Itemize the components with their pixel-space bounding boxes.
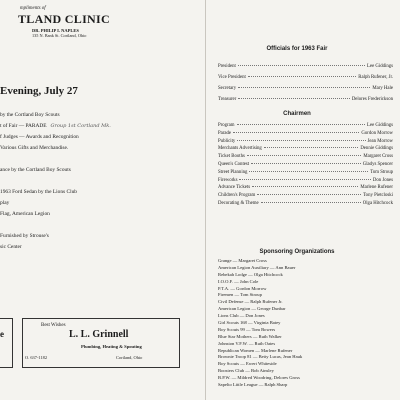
sponsor-entry: American Legion — George Dunbar [218, 306, 286, 312]
role-label: Merchants Advertising [218, 146, 262, 152]
role-label: Program [218, 123, 235, 128]
program-line [0, 209, 205, 220]
chairman-row [218, 200, 393, 208]
sponsoring-organizations-list [218, 258, 393, 389]
dot-leader [237, 124, 365, 125]
dot-leader [238, 87, 370, 88]
clinic-name: TLAND CLINIC [18, 12, 110, 26]
dot-leader [238, 98, 350, 99]
chairman-row [218, 192, 393, 200]
clinic-address: 135 N. Bank St. Cortland, Ohio [32, 33, 87, 38]
program-line [0, 154, 205, 165]
program-line-text: Flag, American Legion [0, 211, 50, 217]
program-line [0, 110, 205, 121]
ad-compliments: mpliments of [20, 6, 46, 11]
official-row [218, 61, 393, 72]
program-line-text: Various Gifts and Merchandise. [0, 145, 69, 151]
sponsor-entry: Rebekah Lodge — Olga Hitchcock [218, 271, 283, 277]
program-line [0, 176, 205, 187]
program-line-text: f Judges — Awards and Recognition [0, 134, 79, 140]
program-line-text: ance by the Cortland Boy Scouts [0, 167, 71, 173]
dot-leader [251, 163, 361, 164]
sponsor-entry: B.P.W. — Mildred Woodring, Delores Gross [218, 375, 300, 381]
dot-leader [233, 132, 359, 133]
chairman-row [218, 122, 393, 130]
sponsor-entry: Sapelto Little League — Ralph Sharp [218, 382, 288, 388]
program-line-text: play [0, 200, 10, 206]
person-name: Don Jones [372, 177, 393, 183]
program-line [0, 220, 205, 231]
partial-ad-box [0, 318, 13, 368]
program-line [0, 242, 205, 253]
sponsor-entry: P.T.A. — Gordon Morrow [218, 285, 267, 291]
right-page [206, 0, 400, 400]
advertiser-services: Plumbing, Heating & Spouting [81, 344, 142, 349]
person-name: Tom Stroup [370, 169, 393, 175]
person-name: Tony Pietcloski [363, 193, 393, 199]
program-line [0, 132, 205, 143]
person-name: Marlene Rufener [360, 185, 393, 191]
best-wishes: Best Wishes [41, 323, 66, 328]
sponsor-entry: Boy Scouts — Ewert Whiteside [218, 361, 277, 367]
sponsor-entry: Firemen — Tom Stroup [218, 292, 262, 298]
role-label: Publicity [218, 138, 236, 144]
role-label: Fireworks [218, 177, 238, 183]
advertiser-city: Cortland, Ohio [116, 355, 143, 360]
program-line [0, 121, 205, 132]
person-name: Lee Giddings [367, 64, 393, 69]
role-label: Secretary [218, 86, 237, 91]
grinnell-ad-box [22, 318, 180, 368]
role-label: Queen's Contest [218, 161, 250, 167]
evening-program [0, 110, 205, 253]
dot-leader [261, 202, 361, 203]
dot-leader [238, 65, 365, 66]
doctor-name: DR. PHILIP I. NAPLES [32, 28, 79, 33]
sponsor-entry: Grange — Margaret Cross [218, 258, 267, 263]
person-name: Mary Hale [372, 86, 393, 91]
officials-list [218, 61, 393, 105]
person-name: Olga Hitchcock [362, 200, 393, 206]
chairman-row [218, 145, 393, 153]
chairman-row [218, 130, 393, 138]
program-line-text: Furnished by Strouse's [0, 233, 49, 239]
role-label: Vice President [218, 75, 246, 80]
dot-leader [257, 194, 361, 195]
sponsor-entry: Brownie Troop 81 — Betty Lucas, Jean Hauk [218, 354, 303, 360]
chairman-row [218, 138, 393, 146]
handwritten-note: Group 1st Cortland Mk. [50, 123, 111, 129]
sponsor-entry: Johnston V.F.W. — Ruth Oates [218, 340, 276, 346]
program-line-text: 1963 Ford Sedan by the Lions Club [0, 189, 77, 195]
official-row [218, 83, 393, 94]
person-name: Ralph Rufener, Jr. [358, 75, 393, 80]
role-label: President [218, 64, 236, 69]
program-line [0, 187, 205, 198]
official-row [218, 72, 393, 83]
advertiser-name: L. L. Grinnell [69, 329, 129, 340]
dot-leader [248, 76, 356, 77]
role-label: Advance Tickets [218, 185, 251, 191]
person-name: Gladys Spencer [362, 161, 393, 167]
chairmen-list [218, 122, 393, 208]
role-label: Decorating & Theme [218, 200, 259, 206]
sponsoring-heading: Sponsoring Organizations [259, 249, 335, 255]
role-label: Children's Program [218, 193, 256, 199]
partial-ad-letter: e [0, 329, 4, 339]
program-line [0, 143, 205, 154]
sponsor-entry: Girl Scouts 168 — Virginia Batey [218, 320, 281, 326]
program-line [0, 165, 205, 176]
program-line [0, 231, 205, 242]
sponsor-entry: Blue Star Mothers — Ruth Walker [218, 333, 282, 339]
sponsor-entry: Boy Scouts 99 — Tom Bowers [218, 326, 276, 332]
program-line [0, 198, 205, 209]
person-name: Lee Giddings [367, 123, 393, 128]
dot-leader [252, 186, 358, 187]
chairman-row [218, 184, 393, 192]
official-row [218, 94, 393, 105]
clinic-advertisement [20, 6, 200, 38]
role-label: Treasurer [218, 97, 237, 102]
dot-leader [247, 155, 361, 156]
dot-leader [249, 171, 368, 172]
person-name: Gordon Morrow [361, 130, 393, 136]
sponsor-entry: Republican Women — Marlene Rufener [218, 347, 293, 353]
role-label: Ticket Booths [218, 154, 245, 160]
person-name: Delores Frederickson [351, 97, 393, 102]
advertiser-phone: O. 637-1182 [25, 355, 48, 360]
person-name: Margaret Cross [363, 154, 393, 160]
evening-title: Evening, July 27 [0, 85, 78, 97]
dot-leader [237, 140, 365, 141]
chairman-row [218, 177, 393, 185]
chairmen-heading: Chairmen [283, 111, 311, 117]
person-name: Jean Morrow [367, 138, 393, 144]
role-label: Street Planning [218, 169, 248, 175]
grinnell-advertisement [0, 318, 205, 368]
sponsor-entry: Civil Defense — Ralph Rufener Jr. [218, 299, 283, 305]
program-line-text: t of Fair — PARADE [0, 123, 47, 129]
role-label: Parade [218, 130, 232, 136]
sponsor-entry: Boosters Club — Bob Ainsley [218, 368, 274, 374]
officials-heading: Officials for 1963 Fair [266, 46, 328, 52]
person-name: Dennie Giddings [360, 146, 393, 152]
chairman-row [218, 169, 393, 177]
chairman-row [218, 161, 393, 169]
dot-leader [239, 179, 370, 180]
sponsor-entry: Lions Club — Don Jones [218, 313, 265, 319]
sponsor-entry: I.O.O.F. — John Cole [218, 278, 259, 284]
program-line-text: by the Cortland Boy Scouts [0, 112, 60, 118]
dot-leader [264, 147, 359, 148]
chairman-row [218, 153, 393, 161]
sponsor-entry: American Legion Auxiliary — Ann Bauer [218, 264, 296, 270]
program-line-text: sic Center [0, 244, 22, 250]
